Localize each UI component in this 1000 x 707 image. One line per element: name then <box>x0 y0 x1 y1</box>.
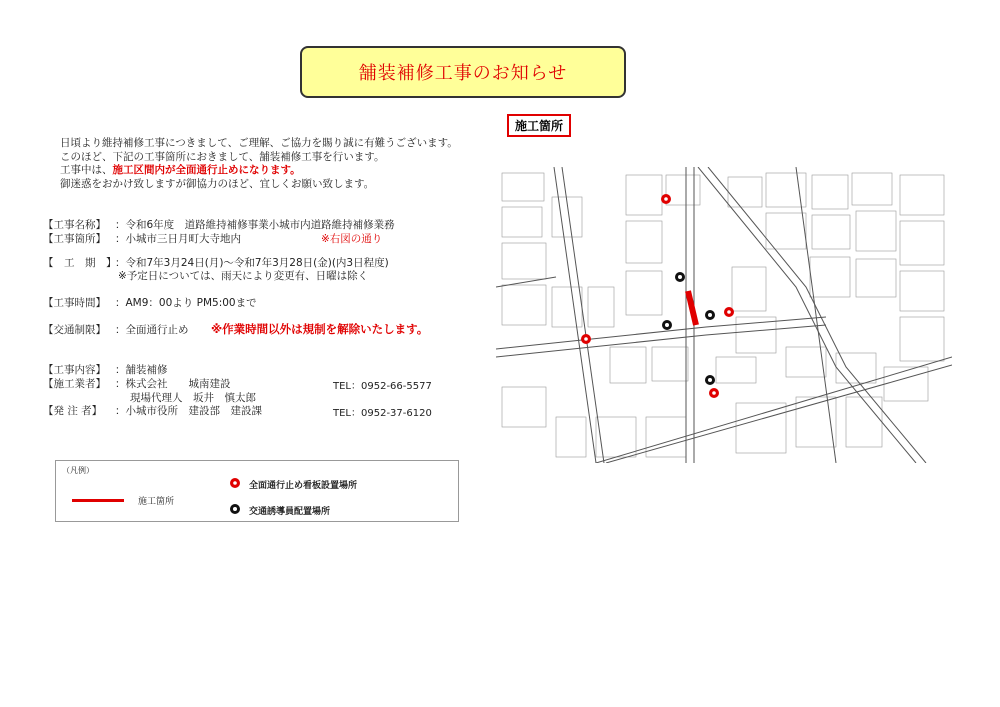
black-marker-icon <box>662 320 672 330</box>
legend-work-line <box>72 499 124 502</box>
site-map <box>496 167 952 463</box>
red-marker-icon <box>229 477 241 489</box>
intro-line-4: 御迷惑をおかけ致しますが御協力のほど、宜しくお願い致します。 <box>60 177 375 190</box>
location-label: 施工箇所 <box>507 114 571 137</box>
legend-work-label: 施工箇所 <box>138 497 175 507</box>
work-name-value: ：令和6年度 道路維持補修事業小城市内道路維持補修業務 <box>115 219 395 231</box>
work-place-row <box>43 231 382 246</box>
client-tel: TEL：0952-37-6120 <box>333 408 432 419</box>
work-place-note: ※右図の通り <box>321 233 383 245</box>
intro-text <box>60 137 458 191</box>
contractor-row <box>43 376 231 391</box>
legend-black-label: 交通誘導員配置場所 <box>249 507 331 517</box>
contractor-key: 【施工業者】 <box>43 378 106 390</box>
client-key: 【発 注 者】 <box>43 405 103 417</box>
traffic-row <box>43 321 428 337</box>
intro-line-2: このほど、下記の工事箇所におきまして、舗装補修工事を行います。 <box>60 150 385 163</box>
black-marker-icon <box>705 310 715 320</box>
red-marker-icon <box>709 388 719 398</box>
hours-value: ：AM9：00より PM5:00まで <box>115 297 257 309</box>
period-key: 【 工 期 】 <box>43 257 117 269</box>
contractor-tel: TEL：0952-66-5577 <box>333 381 432 392</box>
traffic-note: ※作業時間以外は規制を解除いたします。 <box>211 322 429 336</box>
content-value: ：舗装補修 <box>115 364 168 376</box>
client-value: ：小城市役所 建設部 建設課 <box>115 405 262 417</box>
contractor-value: ：株式会社 城南建設 <box>115 378 231 390</box>
red-marker-icon <box>661 194 671 204</box>
content-row <box>43 362 168 377</box>
content-key: 【工事内容】 <box>43 364 106 376</box>
legend-box <box>55 460 459 522</box>
traffic-value: ：全面通行止め <box>115 324 189 336</box>
hours-row <box>43 295 257 310</box>
period-value: ：令和7年3月24日(月)～令和7年3月28日(金)(内3日程度) <box>115 257 389 269</box>
black-marker-icon <box>675 272 685 282</box>
traffic-key: 【交通制限】 <box>43 324 106 336</box>
page-title: 舗装補修工事のお知らせ <box>300 46 626 98</box>
intro-line-3-prefix: 工事中は、 <box>60 164 113 176</box>
client-row <box>43 403 262 418</box>
black-marker-icon <box>229 503 241 515</box>
legend-caption: （凡例） <box>62 466 94 475</box>
site-agent: 現場代理人 坂井 慎太郎 <box>130 392 256 404</box>
intro-line-1: 日頃より維持補修工事につきまして、ご理解、ご協力を賜り誠に有難うございます。 <box>60 137 458 149</box>
red-marker-icon <box>724 307 734 317</box>
work-name-key: 【工事名称】 <box>43 219 106 231</box>
work-place-key: 【工事箇所】 <box>43 233 106 245</box>
hours-key: 【工事時間】 <box>43 297 106 309</box>
red-marker-icon <box>581 334 591 344</box>
black-marker-icon <box>705 375 715 385</box>
period-note: ※予定日については、雨天により変更有、日曜は除く <box>118 270 369 282</box>
legend-red-label: 全面通行止め看板設置場所 <box>249 481 358 491</box>
work-name-row <box>43 217 395 232</box>
work-place-value: ：小城市三日月町大寺地内 <box>115 233 241 245</box>
closure-warning: 施工区間内が全面通行止めになります。 <box>112 164 301 176</box>
intro-line-3 <box>60 164 458 178</box>
